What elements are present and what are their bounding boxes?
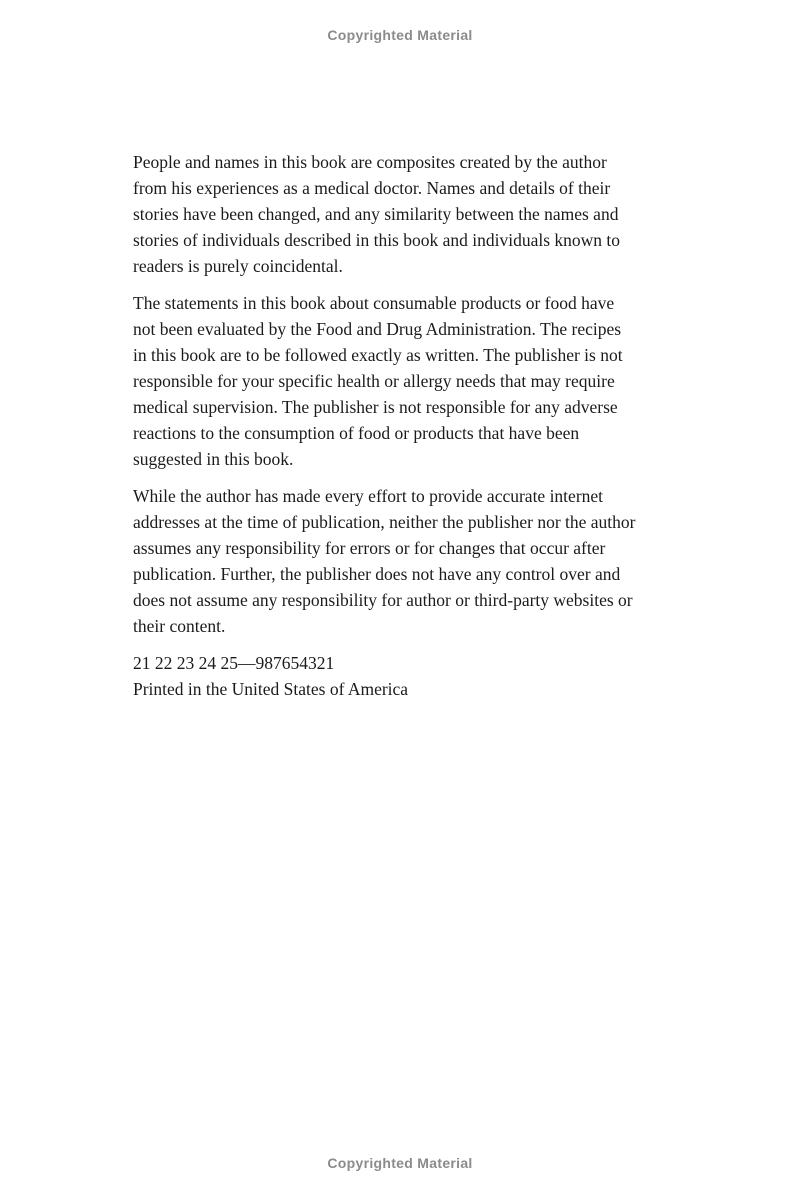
text-line: suggested in this book. (133, 449, 294, 469)
text-line: People and names in this book are composites created by the author (133, 152, 607, 172)
text-line: their content. (133, 616, 226, 636)
website-disclaimer-paragraph (133, 483, 733, 639)
text-line: While the author has made every effort to provide accurate internet (133, 486, 604, 506)
text-line: readers is purely coincidental. (133, 256, 343, 276)
text-line: in this book are to be followed exactly as written. The publisher is not (133, 345, 623, 365)
text-line: stories have been changed, and any similarity between the names and (133, 204, 619, 224)
text-line: Printed in the United States of America (133, 679, 409, 699)
copyright-watermark-bottom: Copyrighted Material (327, 1155, 473, 1171)
text-line: assumes any responsibility for errors or for changes that occur after (133, 538, 606, 558)
text-line: addresses at the time of publication, neither the publisher nor the author (133, 512, 636, 532)
text-line: 21 22 23 24 25—987654321 (133, 653, 335, 673)
text-line: from his experiences as a medical doctor. Names and details of their (133, 178, 611, 198)
text-line: reactions to the consumption of food or products that have been (133, 423, 580, 443)
text-line: responsible for your specific health or allergy needs that may require (133, 371, 615, 391)
fda-disclaimer-paragraph (133, 290, 733, 472)
copyright-watermark-top: Copyrighted Material (327, 27, 473, 43)
text-line: medical supervision. The publisher is not responsible for any adverse (133, 397, 618, 417)
text-line: publication. Further, the publisher does not have any control over and (133, 564, 621, 584)
text-line: stories of individuals described in this book and individuals known to (133, 230, 621, 250)
text-line: The statements in this book about consumable products or food have (133, 293, 615, 313)
text-line: does not assume any responsibility for author or third-party websites or (133, 590, 633, 610)
copyright-page-text (133, 149, 733, 713)
composite-disclaimer-paragraph (133, 149, 733, 279)
printer-key-and-printing-location (133, 650, 733, 702)
text-line: not been evaluated by the Food and Drug Administration. The recipes (133, 319, 622, 339)
